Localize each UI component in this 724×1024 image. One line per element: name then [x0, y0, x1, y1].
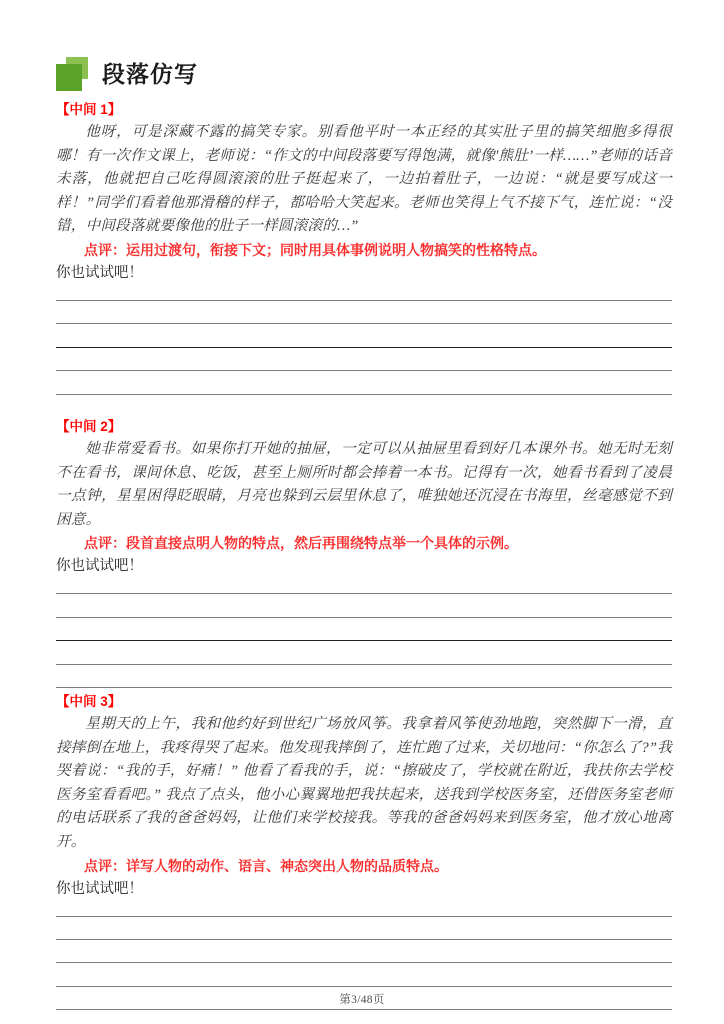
answer-line[interactable]: [56, 687, 672, 688]
answer-line[interactable]: [56, 593, 672, 594]
green-squares-logo-icon: [56, 57, 90, 91]
section-middle-2: [56, 417, 672, 688]
section-tag-1: 【中间 1】: [56, 102, 122, 117]
section-tag-3: 【中间 3】: [56, 694, 122, 709]
section-comment-2: 点评：段首直接点明人物的特点，然后再围绕特点举一个具体的示例。: [84, 535, 518, 552]
section-prompt-2: 你也试试吧！: [56, 558, 143, 575]
section-middle-1: [56, 100, 672, 395]
answer-line[interactable]: [56, 394, 672, 395]
section-body-3: 星期天的上午，我和他约好到世纪广场放风筝。我拿着风筝使劲地跑，突然脚下一滑，直接摔倒在地上，我疼得哭了起来。他发现我摔倒了，连忙跑了过来，关切地问：“你怎么了?”我哭着说：“我的手，好痛！” 他看了看我的手，说：“擦破皮了，学校就在附近，我扶你去学校医务室看看吧。” 我点了点头，他小心翼翼地把我扶起来，送我到学校医务室，还借医务室老师的电话联系了我的爸爸妈妈，让他们来学校接我。等我的爸爸妈妈来到医务室，他才放心地离开。: [56, 716, 672, 850]
section-middle-3: [56, 692, 672, 1010]
document-header: [56, 52, 198, 96]
answer-line[interactable]: [56, 916, 672, 917]
section-prompt-3: 你也试试吧！: [56, 880, 143, 897]
answer-line[interactable]: [56, 347, 672, 348]
answer-lines-1[interactable]: [56, 300, 672, 395]
page-title: 段落仿写: [102, 60, 198, 87]
answer-line[interactable]: [56, 370, 672, 371]
answer-line[interactable]: [56, 640, 672, 641]
answer-line[interactable]: [56, 939, 672, 940]
answer-line[interactable]: [56, 323, 672, 324]
section-comment-1: 点评：运用过渡句，衔接下文；同时用具体事例说明人物搞笑的性格特点。: [84, 241, 546, 258]
section-body-1: 他呀，可是深藏不露的搞笑专家。别看他平时一本正经的其实肚子里的搞笑细胞多得很哪！有一次作文课上，老师说：“作文的中间段落要写得饱满，就像'熊肚’一样……”老师的话音未落，他就把自己吃得圆滚滚的肚子挺起来了，一边拍着肚子，一边说：“就是要写成这一样！”同学们看着他那滑稽的样子，都哈哈大笑起来。老师也笑得上气不接下气，连忙说：“没错，中间段落就要像他的肚子一样圆滚滚的…”: [56, 124, 672, 235]
answer-line[interactable]: [56, 986, 672, 987]
logo-square-front: [56, 64, 82, 91]
answer-line[interactable]: [56, 1009, 672, 1010]
answer-line[interactable]: [56, 962, 672, 963]
answer-line[interactable]: [56, 617, 672, 618]
section-prompt-1: 你也试试吧！: [56, 264, 143, 281]
page-footer: [0, 991, 724, 1007]
section-tag-2: 【中间 2】: [56, 419, 122, 434]
answer-lines-2[interactable]: [56, 593, 672, 688]
answer-line[interactable]: [56, 664, 672, 665]
page-number-label: 第3/48页: [339, 994, 385, 1006]
section-body-2: 她非常爱看书。如果你打开她的抽屉，一定可以从抽屉里看到好几本课外书。她无时无刻不在看书，课间休息、吃饭，甚至上厕所时都会捧着一本书。记得有一次，她看书看到了凌晨一点钟，星星困得眨眼睛，月亮也躲到云层里休息了，唯独她还沉浸在书海里，丝毫感觉不到困意。: [56, 441, 672, 528]
answer-line[interactable]: [56, 300, 672, 301]
section-comment-3: 点评：详写人物的动作、语言、神态突出人物的品质特点。: [84, 857, 448, 874]
